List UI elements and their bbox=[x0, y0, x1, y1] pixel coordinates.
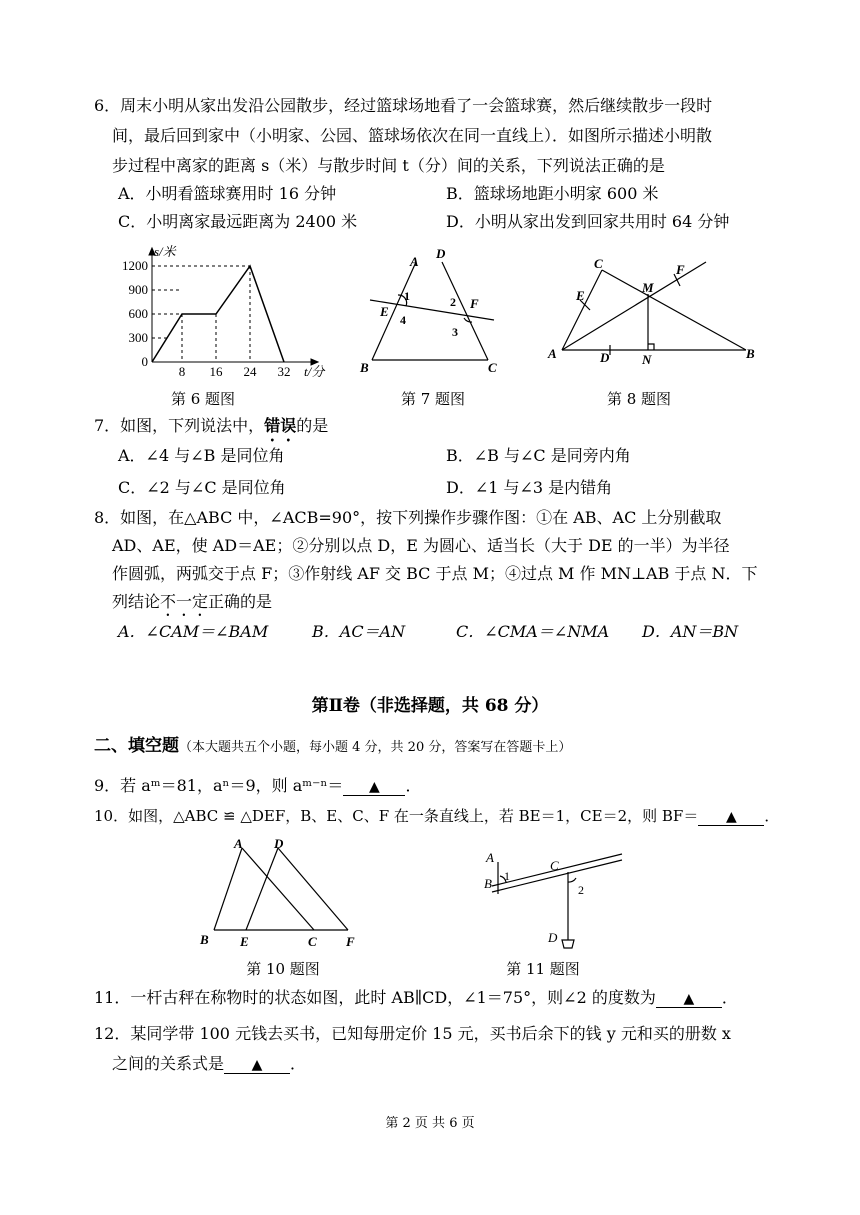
figure-7-diagram bbox=[352, 244, 512, 378]
q7-emphasis: 错误 bbox=[264, 416, 297, 435]
q8-option-d: D．AN＝BN bbox=[642, 622, 739, 641]
q9-answer-blank[interactable]: ▲ bbox=[343, 779, 405, 796]
fig6-origin: 0 bbox=[141, 354, 148, 369]
q6-option-a: A．小明看篮球赛用时 16 分钟 bbox=[118, 184, 337, 203]
fill-blank-heading: 二、填空题（本大题共五个小题，每小题 4 分，共 20 分，答案写在答题卡上） bbox=[94, 736, 572, 756]
q6-line2: 间，最后回到家中（小明家、公园、篮球场依次在同一直线上）．如图所示描述小明散 bbox=[112, 126, 713, 145]
figure-10-diagram bbox=[196, 838, 366, 950]
q9: 9．若 aᵐ＝81，aⁿ＝9，则 aᵐ⁻ⁿ＝ ▲ ． bbox=[94, 776, 422, 795]
fig6-xlabel: t/分 bbox=[304, 364, 325, 379]
fig11-label-a: A bbox=[486, 850, 494, 865]
q7-option-b: B．∠B 与∠C 是同旁内角 bbox=[446, 446, 631, 465]
fig11-label-b: B bbox=[484, 876, 492, 891]
q7-option-d: D．∠1 与∠3 是内错角 bbox=[446, 478, 613, 497]
q6-option-c: C．小明离家最远距离为 2400 米 bbox=[118, 212, 358, 231]
fig6-caption: 第 6 题图 bbox=[170, 390, 236, 408]
figure-8-diagram bbox=[540, 252, 760, 370]
fig7-label-b: B bbox=[360, 360, 369, 375]
fig10-label-e: E bbox=[240, 934, 249, 949]
q7-stem: 7．如图，下列说法中，错误的是 bbox=[94, 416, 329, 435]
fig11-label-c: C bbox=[550, 858, 559, 873]
fig10-label-d: D bbox=[274, 838, 284, 851]
q12-line2: 之间的关系式是 ▲ ． bbox=[112, 1054, 307, 1073]
fig8-label-a: A bbox=[548, 346, 557, 361]
q8-line4: 列结论不一定正确的是 bbox=[112, 592, 273, 611]
fig7-label-1: 1 bbox=[404, 289, 410, 303]
fig7-label-2: 2 bbox=[450, 295, 456, 309]
fig7-label-c: C bbox=[488, 360, 497, 375]
fig7-caption: 第 7 题图 bbox=[400, 390, 466, 408]
fig8-label-c: C bbox=[594, 256, 603, 271]
fig6-xtick: 32 bbox=[277, 364, 291, 379]
fig11-label-1: 1 bbox=[504, 869, 510, 883]
fig6-xtick: 8 bbox=[178, 364, 186, 379]
fig10-label-c: C bbox=[308, 934, 317, 949]
fig8-label-b: B bbox=[746, 346, 755, 361]
fig8-label-n: N bbox=[642, 352, 652, 367]
q11-answer-blank[interactable]: ▲ bbox=[656, 991, 722, 1008]
fig10-label-a: A bbox=[234, 838, 243, 851]
q7-option-c: C．∠2 与∠C 是同位角 bbox=[118, 478, 286, 497]
q12-line1: 12．某同学带 100 元钱去买书，已知每册定价 15 元，买书后余下的钱 y 元和买的册数 x bbox=[94, 1024, 731, 1043]
fig11-caption: 第 11 题图 bbox=[506, 960, 580, 978]
fig6-ytick: 300 bbox=[128, 330, 148, 345]
fig8-label-m: M bbox=[642, 280, 654, 295]
figure-6-graph bbox=[118, 242, 338, 382]
fig11-label-2: 2 bbox=[578, 883, 584, 897]
q6-option-d: D．小明从家出发到回家共用时 64 分钟 bbox=[446, 212, 730, 231]
q8-line1: 8．如图，在△ABC 中，∠ACB=90°，按下列操作步骤作图：①在 AB、AC 上分别截取 bbox=[94, 508, 722, 527]
fig7-label-a: A bbox=[410, 254, 419, 269]
q10: 10．如图，△ABC ≌ △DEF，B、E、C、F 在一条直线上，若 BE＝1，CE＝2，则 BF＝ ▲ ． bbox=[94, 807, 780, 825]
fig7-label-3: 3 bbox=[452, 325, 458, 339]
q11: 11．一杆古秤在称物时的状态如图，此时 AB∥CD，∠1＝75°，则∠2 的度数为 ▲ ． bbox=[94, 988, 738, 1007]
fig6-ytick: 1200 bbox=[122, 258, 148, 273]
fig8-label-f: F bbox=[676, 262, 685, 277]
q8-option-c: C．∠CMA＝∠NMA bbox=[456, 622, 610, 641]
fig6-xtick: 16 bbox=[209, 364, 223, 379]
q6-line1: 6．周末小明从家出发沿公园散步，经过篮球场地看了一会篮球赛，然后继续散步一段时 bbox=[94, 96, 713, 115]
fig10-label-f: F bbox=[346, 934, 355, 949]
fig8-caption: 第 8 题图 bbox=[606, 390, 672, 408]
q6-option-b: B．篮球场地距小明家 600 米 bbox=[446, 184, 659, 203]
q8-line3: 作圆弧，两弧交于点 F；③作射线 AF 交 BC 于点 M；④过点 M 作 MN⊥AB 于点 N．下 bbox=[112, 564, 758, 583]
fig7-label-d: D bbox=[436, 246, 446, 261]
section-title: 第Ⅱ卷（非选择题，共 68 分） bbox=[311, 696, 549, 716]
q8-line2: AD、AE，使 AD＝AE；②分别以点 D，E 为圆心、适当长（大于 DE 的一半）为半径 bbox=[112, 536, 730, 555]
fig6-ylabel: s/米 bbox=[154, 244, 176, 259]
q8-option-a: A．∠CAM＝∠BAM bbox=[118, 622, 269, 641]
fig7-label-f: F bbox=[470, 296, 479, 311]
fig6-ytick: 600 bbox=[128, 306, 148, 321]
fig11-label-d: D bbox=[548, 930, 558, 945]
fig10-label-b: B bbox=[200, 932, 209, 947]
fig7-label-4: 4 bbox=[400, 313, 406, 327]
q12-answer-blank[interactable]: ▲ bbox=[224, 1057, 290, 1074]
fig6-xtick: 24 bbox=[243, 364, 257, 379]
fig7-label-e: E bbox=[380, 304, 389, 319]
q7-option-a: A．∠4 与∠B 是同位角 bbox=[118, 446, 285, 465]
fig6-ytick: 900 bbox=[128, 282, 148, 297]
page-footer: 第 2 页 共 6 页 bbox=[385, 1116, 475, 1131]
figure-11-diagram bbox=[478, 848, 638, 958]
q10-answer-blank[interactable]: ▲ bbox=[698, 809, 764, 826]
q8-option-b: B．AC＝AN bbox=[312, 622, 406, 641]
q6-line3: 步过程中离家的距离 s（米）与散步时间 t（分）间的关系，下列说法正确的是 bbox=[112, 156, 665, 175]
q8-emphasis: 不一定 bbox=[160, 592, 209, 611]
fig10-caption: 第 10 题图 bbox=[246, 960, 320, 978]
fig8-label-e: E bbox=[576, 288, 585, 303]
fig8-label-d: D bbox=[600, 350, 610, 365]
